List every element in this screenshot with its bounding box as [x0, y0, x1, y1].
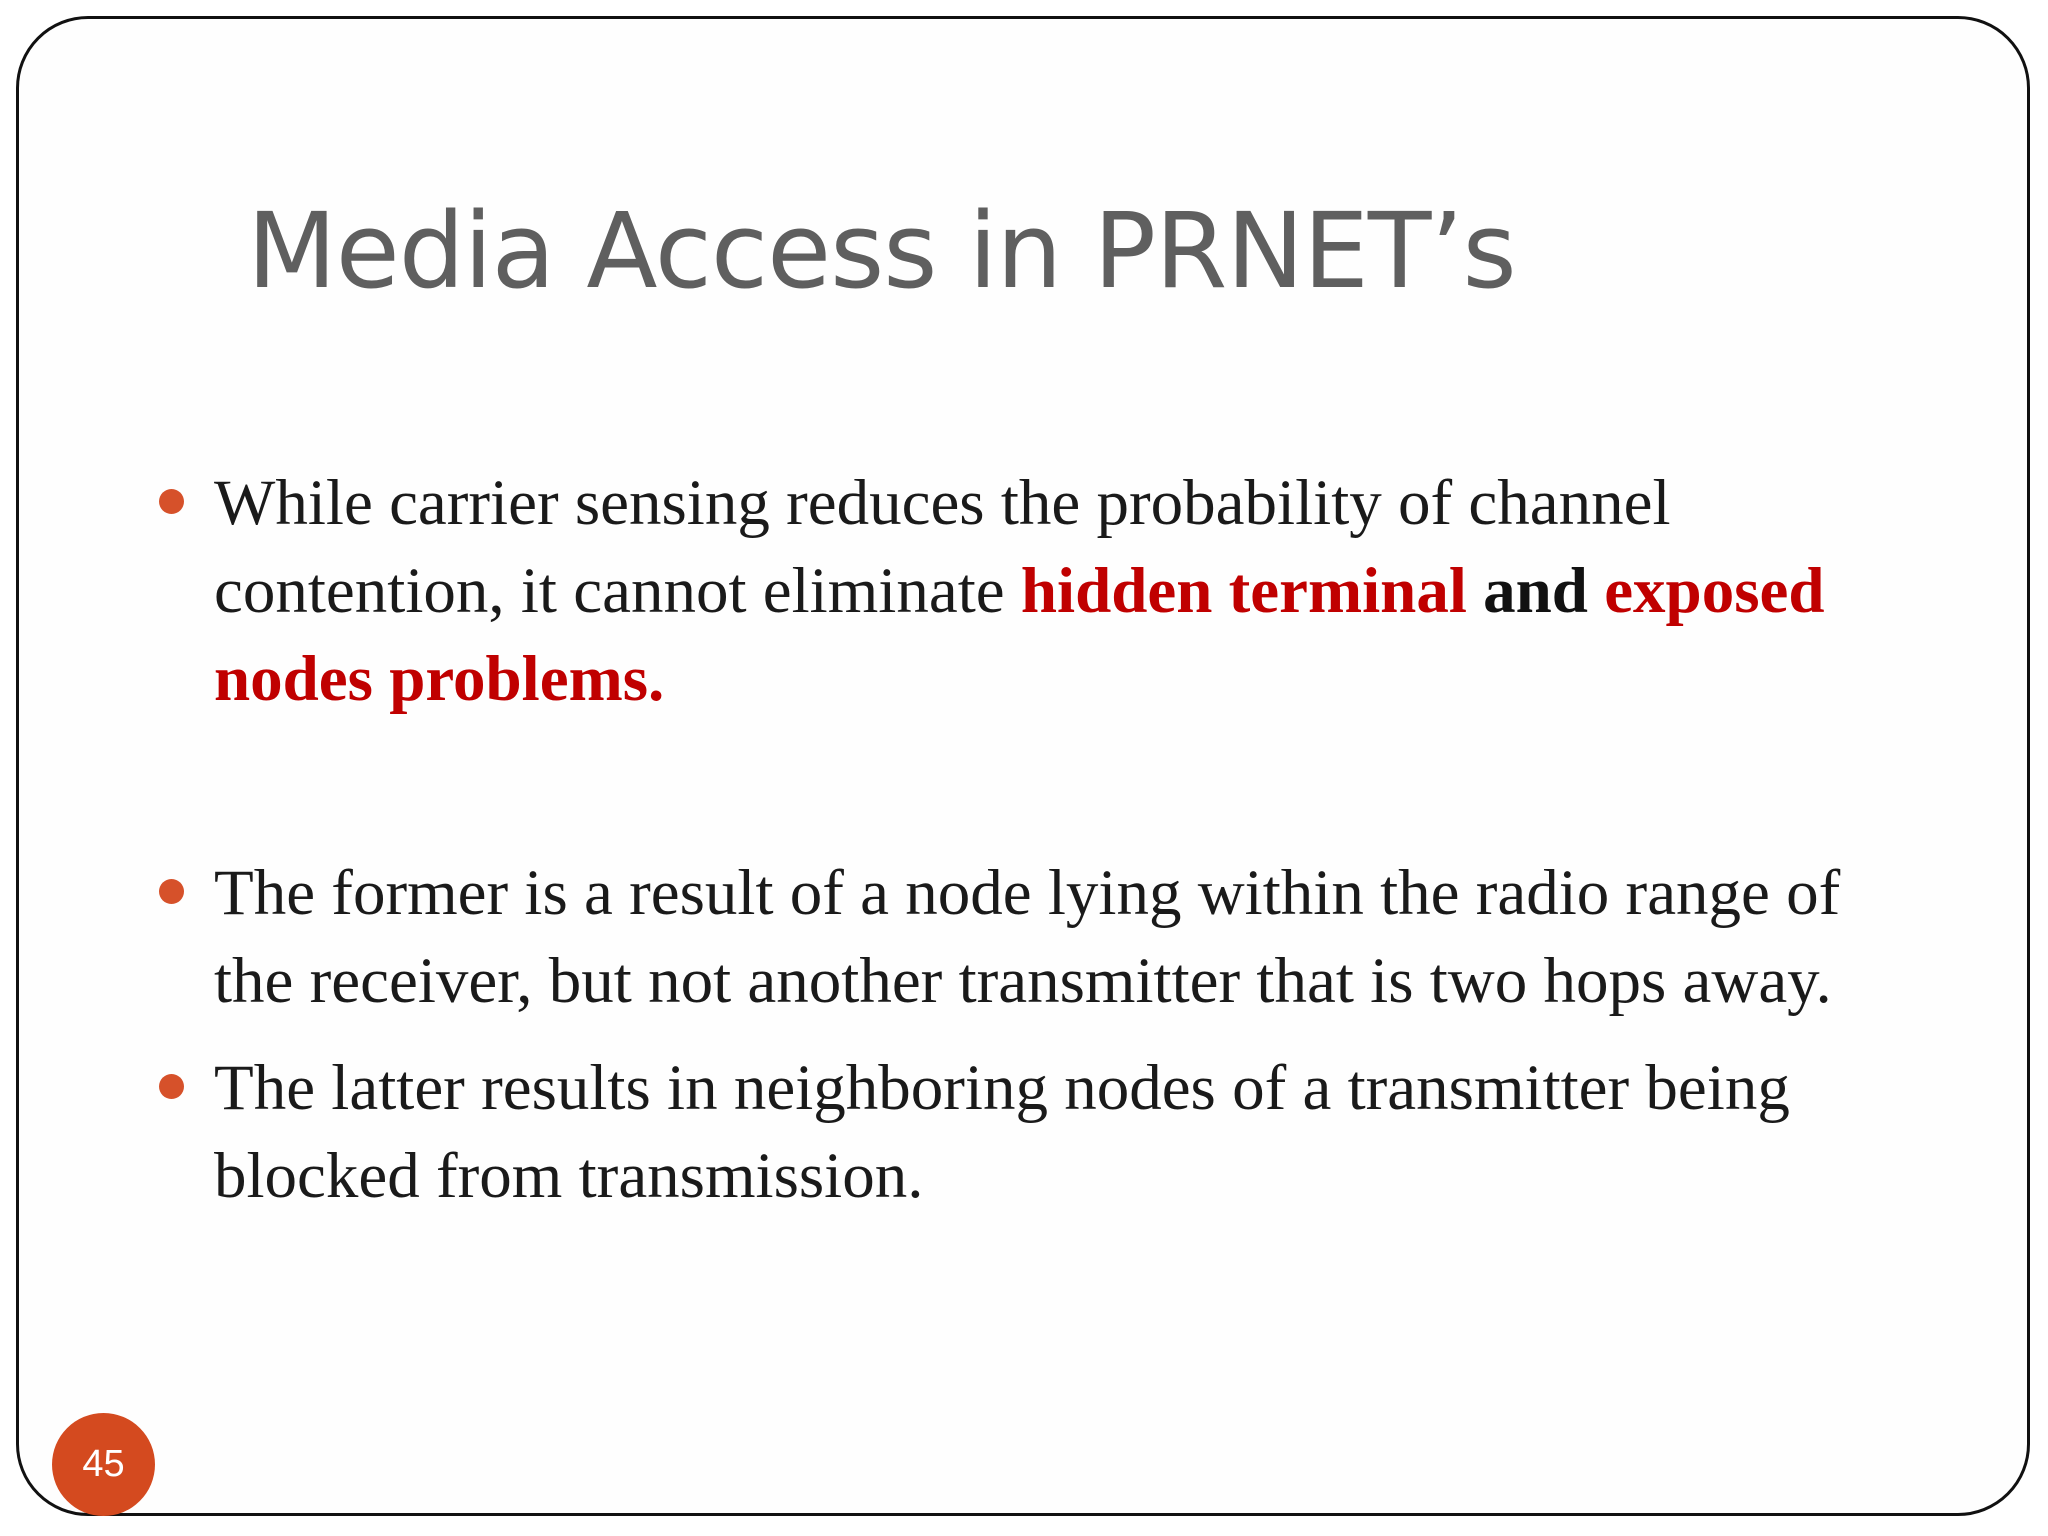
bullet-text: The former is a result of a node lying within the radio range of the receiver, but not another transmitter that is two hops away.	[214, 857, 1841, 1017]
highlight-exposed-nodes: exposed nodes problems.	[214, 555, 1825, 715]
highlight-hidden-terminal: hidden terminal	[1020, 555, 1467, 627]
bold-and: and	[1466, 555, 1605, 627]
bullet-dot-icon	[159, 1074, 184, 1099]
bullet-item-former	[214, 849, 1934, 1025]
slide-frame	[16, 16, 2030, 1516]
page-number-badge: 45	[52, 1413, 155, 1516]
bullet-dot-icon	[159, 879, 184, 904]
bullet-text: While carrier sensing reduces the probability of channel contention, it cannot eliminate	[214, 467, 1671, 627]
bullet-text: The latter results in neighboring nodes of a transmitter being blocked from transmission.	[214, 1052, 1790, 1212]
bullet-item-carrier-sensing	[214, 459, 1934, 723]
slide-title: Media Access in PRNET’s	[247, 190, 1516, 312]
bullet-item-latter	[214, 1044, 1934, 1220]
bullet-dot-icon	[159, 489, 184, 514]
